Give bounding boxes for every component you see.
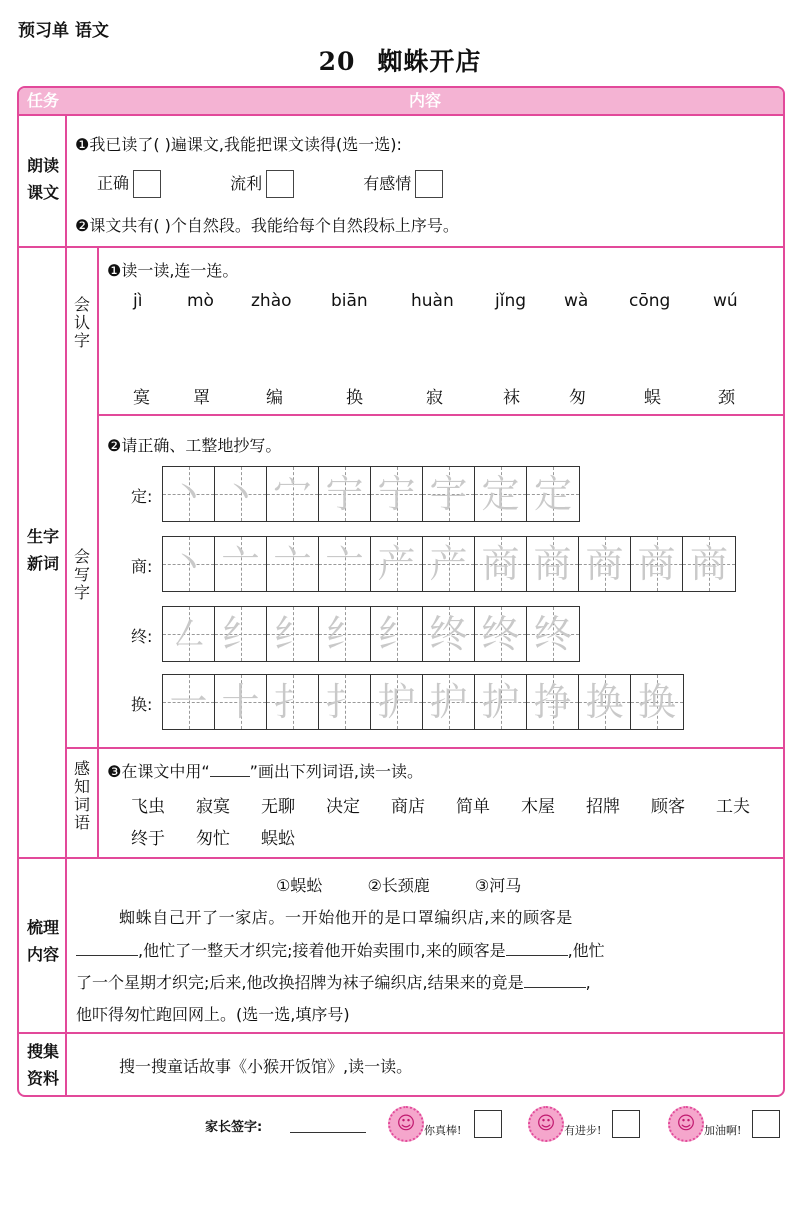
- char-item[interactable]: 袜: [503, 388, 520, 408]
- word-item[interactable]: 顾客: [651, 797, 685, 817]
- option-correct-checkbox[interactable]: [133, 170, 161, 198]
- perceive-instruction-start: ❸在课文中用“: [107, 762, 210, 781]
- char-item[interactable]: 颈: [718, 388, 735, 408]
- summary-text: ,他忙: [567, 941, 605, 960]
- recognize-label-char: 字: [73, 331, 90, 350]
- write-row-char: 换:: [131, 695, 153, 714]
- task-column-header: 任务: [26, 91, 59, 110]
- option-fluent-checkbox[interactable]: [266, 170, 294, 198]
- content-column-header: 内容: [408, 91, 441, 110]
- stroke-trace: 换: [585, 680, 624, 724]
- option-expressive-checkbox[interactable]: [415, 170, 443, 198]
- word-item[interactable]: 简单: [456, 797, 490, 817]
- writing-cell[interactable]: [215, 675, 267, 729]
- stroke-trace: 商: [585, 542, 624, 586]
- write-label-char: 字: [73, 583, 90, 602]
- perceive-label-char: 语: [73, 813, 90, 832]
- write-label: [67, 548, 97, 602]
- summary-label-line2: 内容: [26, 945, 59, 964]
- pinyin-item[interactable]: biān: [331, 291, 368, 311]
- summary-text: 了一个星期才织完;后来,他改换招牌为袜子编织店,结果来的竟是: [76, 973, 524, 992]
- word-item[interactable]: 蜈蚣: [261, 829, 295, 849]
- stroke-trace: 定: [481, 472, 520, 516]
- recognize-label-char: 会: [73, 295, 90, 314]
- stroke-trace: 商: [481, 542, 520, 586]
- stroke-trace: 宁: [377, 472, 416, 516]
- task-table: [17, 86, 785, 1097]
- stroke-trace: 护: [377, 680, 416, 724]
- recognize-instruction: ❶读一读,连一连。: [107, 261, 239, 280]
- stroke-trace: 产: [377, 542, 416, 586]
- stroke-trace: 十: [221, 680, 260, 724]
- stroke-trace: 亠: [325, 542, 364, 586]
- writing-cell[interactable]: [267, 607, 319, 661]
- section-divider: [19, 1032, 783, 1034]
- word-item[interactable]: 匆忙: [196, 829, 230, 849]
- summary-line-3: [76, 970, 591, 993]
- stroke-trace: ⼂: [221, 472, 260, 516]
- stroke-trace: 宇: [429, 472, 468, 516]
- stroke-trace: 扌: [273, 680, 312, 724]
- writing-cell[interactable]: [163, 607, 215, 661]
- pinyin-item[interactable]: zhào: [251, 291, 292, 311]
- writing-cell[interactable]: [579, 675, 631, 729]
- summary-label: [19, 914, 67, 968]
- writing-cell[interactable]: [215, 607, 267, 661]
- newwords-label-line1: 生字: [26, 527, 59, 546]
- answer-blank[interactable]: [76, 940, 138, 956]
- worksheet-header: 预习单 语文: [18, 21, 109, 41]
- sun-face-icon: ☺: [388, 1106, 424, 1142]
- pinyin-item[interactable]: mò: [187, 291, 214, 311]
- option-expressive: 有感情: [363, 173, 412, 193]
- writing-grid[interactable]: [162, 536, 736, 592]
- perceive-label: [67, 760, 97, 832]
- stroke-trace: 宀: [273, 472, 312, 516]
- lesson-number: 20: [318, 47, 356, 76]
- stroke-trace: 终: [533, 612, 572, 656]
- badge-great: 你真棒!: [424, 1124, 462, 1137]
- stroke-trace: 商: [533, 542, 572, 586]
- sun-face-icon: ☺: [528, 1106, 564, 1142]
- char-item[interactable]: 编: [266, 388, 283, 408]
- stroke-trace: 纟: [273, 612, 312, 656]
- pinyin-item[interactable]: wú: [713, 291, 738, 311]
- writing-cell[interactable]: [423, 675, 475, 729]
- writing-cell[interactable]: [423, 607, 475, 661]
- summary-option: ③河马: [474, 876, 522, 895]
- writing-cell[interactable]: [371, 607, 423, 661]
- collect-label-line2: 资料: [26, 1069, 59, 1088]
- pinyin-item[interactable]: wà: [564, 291, 589, 311]
- stroke-trace: 扌: [325, 680, 364, 724]
- word-item[interactable]: 决定: [326, 797, 360, 817]
- signature-label: 家长签字:: [205, 1120, 263, 1135]
- stroke-trace: 一: [169, 680, 208, 724]
- char-item[interactable]: 匆: [569, 388, 586, 408]
- recognize-label: [67, 296, 97, 350]
- write-row-char: 商:: [131, 557, 153, 576]
- writing-cell[interactable]: [215, 537, 267, 591]
- reading-label-line2: 课文: [26, 183, 59, 202]
- writing-cell[interactable]: [163, 467, 215, 521]
- newwords-label-line2: 新词: [26, 554, 59, 573]
- perceive-label-char: 知: [73, 777, 90, 796]
- perceive-instruction: [107, 759, 423, 782]
- reading-label-line1: 朗读: [26, 156, 59, 175]
- stroke-trace: 挣: [533, 680, 572, 724]
- word-item[interactable]: 商店: [391, 797, 425, 817]
- answer-blank[interactable]: [524, 972, 586, 988]
- write-label-char: 写: [73, 565, 90, 584]
- pinyin-item[interactable]: huàn: [411, 291, 454, 311]
- pinyin-item[interactable]: jì: [133, 291, 143, 311]
- writing-cell[interactable]: [267, 675, 319, 729]
- writing-cell[interactable]: [267, 537, 319, 591]
- writing-cell[interactable]: [371, 537, 423, 591]
- stroke-trace: 护: [481, 680, 520, 724]
- writing-cell[interactable]: [475, 675, 527, 729]
- writing-grid[interactable]: [162, 674, 684, 730]
- word-item[interactable]: 终于: [131, 829, 165, 849]
- char-item[interactable]: 寞: [133, 388, 150, 408]
- answer-blank[interactable]: [506, 940, 568, 956]
- summary-option: ②长颈鹿: [367, 876, 430, 895]
- word-item[interactable]: 寂寞: [196, 797, 230, 817]
- stroke-trace: 亠: [221, 542, 260, 586]
- stroke-trace: 终: [481, 612, 520, 656]
- stroke-trace: 丶: [169, 472, 208, 516]
- writing-cell[interactable]: [683, 537, 735, 591]
- writing-cell[interactable]: [579, 537, 631, 591]
- summary-option: ①蜈蚣: [276, 876, 323, 895]
- badge-great-checkbox[interactable]: [474, 1110, 502, 1138]
- writing-cell[interactable]: [527, 675, 579, 729]
- writing-cell[interactable]: [163, 537, 215, 591]
- summary-label-line1: 梳理: [26, 918, 59, 937]
- word-item[interactable]: 飞虫: [131, 797, 165, 817]
- perceive-label-char: 感: [73, 759, 90, 778]
- stroke-trace: 换: [637, 680, 676, 724]
- collect-label: [19, 1038, 67, 1092]
- word-item[interactable]: 招牌: [586, 797, 620, 817]
- writing-cell[interactable]: [527, 467, 579, 521]
- summary-line-4: 他吓得匆忙跑回网上。(选一选,填序号): [76, 1005, 350, 1024]
- newwords-label: [19, 523, 67, 577]
- perceive-instruction-end: ”画出下列词语,读一读。: [249, 762, 424, 781]
- stroke-trace: 商: [637, 542, 676, 586]
- writing-cell[interactable]: [631, 537, 683, 591]
- underline-sample: [210, 776, 250, 777]
- collect-task: 搜一搜童话故事《小猴开饭馆》,读一读。: [119, 1057, 413, 1076]
- writing-cell[interactable]: [215, 467, 267, 521]
- word-item[interactable]: 工夫: [716, 797, 750, 817]
- lesson-name: 蜘蛛开店: [377, 47, 482, 76]
- badge-keep-going-checkbox[interactable]: [752, 1110, 780, 1138]
- badge-progress: 有进步!: [564, 1124, 602, 1137]
- stroke-trace: ㇜: [169, 612, 208, 656]
- section-divider: [19, 857, 783, 859]
- badge-keep-going: 加油啊!: [704, 1124, 742, 1137]
- stroke-trace: 亠: [273, 542, 312, 586]
- subsection-divider: [97, 414, 783, 416]
- reading-label: [19, 152, 67, 206]
- reading-item-2: ❷课文共有( )个自然段。我能给每个自然段标上序号。: [75, 216, 459, 235]
- writing-grid[interactable]: [162, 466, 580, 522]
- table-header: [19, 88, 783, 116]
- stroke-trace: 定: [533, 472, 572, 516]
- stroke-trace: 终: [429, 612, 468, 656]
- stroke-trace: 纟: [221, 612, 260, 656]
- writing-cell[interactable]: [371, 467, 423, 521]
- reading-item-1: ❶我已读了( )遍课文,我能把课文读得(选一选):: [75, 135, 402, 154]
- option-correct: 正确: [97, 173, 130, 193]
- writing-cell[interactable]: [475, 537, 527, 591]
- write-instruction: ❷请正确、工整地抄写。: [107, 436, 282, 455]
- writing-cell[interactable]: [319, 537, 371, 591]
- writing-cell[interactable]: [423, 537, 475, 591]
- stroke-trace: 宁: [325, 472, 364, 516]
- writing-cell[interactable]: [527, 607, 579, 661]
- writing-cell[interactable]: [319, 675, 371, 729]
- char-item[interactable]: 罩: [193, 388, 210, 408]
- writing-cell[interactable]: [267, 467, 319, 521]
- writing-cell[interactable]: [319, 607, 371, 661]
- signature-field[interactable]: [290, 1132, 366, 1133]
- perceive-label-char: 词: [73, 795, 90, 814]
- lesson-title: [0, 42, 800, 78]
- char-item[interactable]: 寂: [426, 388, 443, 408]
- badge-progress-checkbox[interactable]: [612, 1110, 640, 1138]
- writing-grid[interactable]: [162, 606, 580, 662]
- subsection-divider: [67, 747, 783, 749]
- writing-cell[interactable]: [475, 467, 527, 521]
- summary-text: ,: [585, 973, 591, 992]
- pinyin-item[interactable]: cōng: [629, 291, 671, 311]
- subcolumn-divider: [97, 248, 99, 857]
- writing-cell[interactable]: [475, 607, 527, 661]
- stroke-trace: 纟: [325, 612, 364, 656]
- summary-options: [276, 873, 521, 896]
- stroke-trace: 丶: [169, 542, 208, 586]
- sun-face-icon: ☺: [668, 1106, 704, 1142]
- word-item[interactable]: 无聊: [261, 797, 295, 817]
- summary-text: ,他忙了一整天才织完;接着他开始卖围巾,来的顾客是: [138, 941, 506, 960]
- write-label-char: 会: [73, 547, 90, 566]
- summary-line-2: [76, 938, 605, 961]
- char-item[interactable]: 换: [346, 388, 363, 408]
- stroke-trace: 护: [429, 680, 468, 724]
- writing-cell[interactable]: [423, 467, 475, 521]
- stroke-trace: 产: [429, 542, 468, 586]
- pinyin-item[interactable]: jǐng: [495, 291, 527, 311]
- option-fluent: 流利: [230, 173, 263, 193]
- collect-label-line1: 搜集: [26, 1042, 59, 1061]
- stroke-trace: 商: [689, 542, 728, 586]
- writing-cell[interactable]: [163, 675, 215, 729]
- summary-line-1: 蜘蛛自己开了一家店。一开始他开的是口罩编织店,来的顾客是: [119, 908, 573, 927]
- word-item[interactable]: 木屋: [521, 797, 555, 817]
- stroke-trace: 纟: [377, 612, 416, 656]
- writing-cell[interactable]: [371, 675, 423, 729]
- writing-cell[interactable]: [319, 467, 371, 521]
- writing-cell[interactable]: [631, 675, 683, 729]
- write-row-char: 终:: [131, 627, 153, 646]
- writing-cell[interactable]: [527, 537, 579, 591]
- recognize-label-char: 认: [73, 313, 90, 332]
- write-row-char: 定:: [131, 487, 153, 506]
- reading-options: [97, 170, 443, 198]
- section-divider: [19, 246, 783, 248]
- char-item[interactable]: 蜈: [644, 388, 661, 408]
